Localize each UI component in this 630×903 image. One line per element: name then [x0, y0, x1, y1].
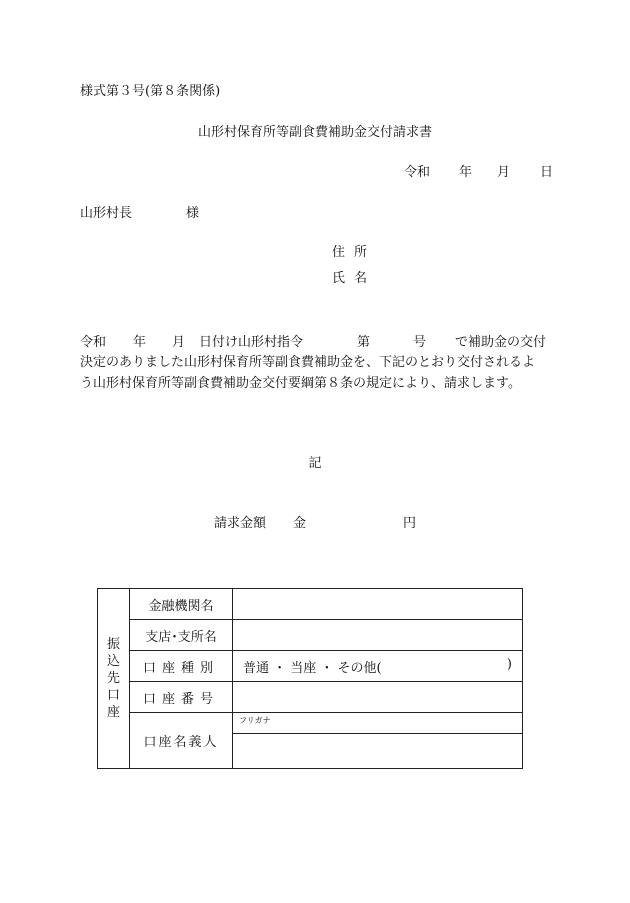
date-day-label: 日: [540, 165, 554, 180]
account-number-label: 口座番号: [130, 682, 233, 713]
date-era: 令和: [404, 165, 431, 180]
account-type-label: 口座種別: [130, 651, 233, 682]
bank-account-table: [97, 588, 523, 769]
body-go: 号: [413, 335, 427, 350]
body-era: 令和: [80, 335, 107, 350]
ki-heading: 記: [308, 456, 322, 471]
institution-field[interactable]: [233, 589, 523, 620]
account-type-close: ): [506, 656, 512, 672]
addressee-honorific: 様: [186, 206, 200, 221]
holder-label-text: 口座名義人: [143, 735, 219, 750]
amount-yen: 円: [403, 516, 417, 531]
amount-kin: 金: [293, 516, 307, 531]
body-line-2: 決定のありました山形村保育所等副食費補助金を、下記のとおり交付されるよ: [80, 355, 536, 370]
addressee-name: 山形村長: [80, 206, 133, 221]
furigana-field[interactable]: [233, 713, 523, 734]
body-line-3: う山形村保育所等副食費補助金交付要綱第８条の規定により、請求します。: [80, 376, 521, 391]
body-text-b: で補助金の交付: [455, 335, 547, 350]
account-type-options: 普通 ・ 当座 ・ その他(: [243, 660, 382, 676]
holder-label: [130, 713, 233, 769]
body-text-a: 日付け山形村指令: [199, 335, 304, 350]
account-number-field[interactable]: [233, 682, 523, 713]
form-number: 様式第３号(第８条関係): [80, 84, 221, 99]
amount-label: 請求金額: [214, 516, 267, 531]
bank-side-label-cell: [98, 589, 130, 769]
body-dai: 第: [357, 335, 371, 350]
holder-field[interactable]: [233, 734, 523, 769]
institution-label: 金融機関名: [130, 589, 233, 620]
branch-field[interactable]: [233, 620, 523, 651]
applicant-name-label: 氏名: [332, 271, 377, 286]
body-year: 年: [133, 335, 147, 350]
document-title: 山形村保育所等副食費補助金交付請求書: [197, 125, 432, 140]
date-year-label: 年: [459, 165, 473, 180]
furigana-label: フリガナ: [239, 716, 271, 725]
body-month: 月: [172, 335, 186, 350]
date-month-label: 月: [497, 165, 511, 180]
account-type-field[interactable]: [233, 651, 523, 682]
branch-label: 支店･支所名: [130, 620, 233, 651]
applicant-address-label: 住所: [332, 245, 377, 260]
bank-side-label: 振込先口座: [106, 637, 120, 720]
